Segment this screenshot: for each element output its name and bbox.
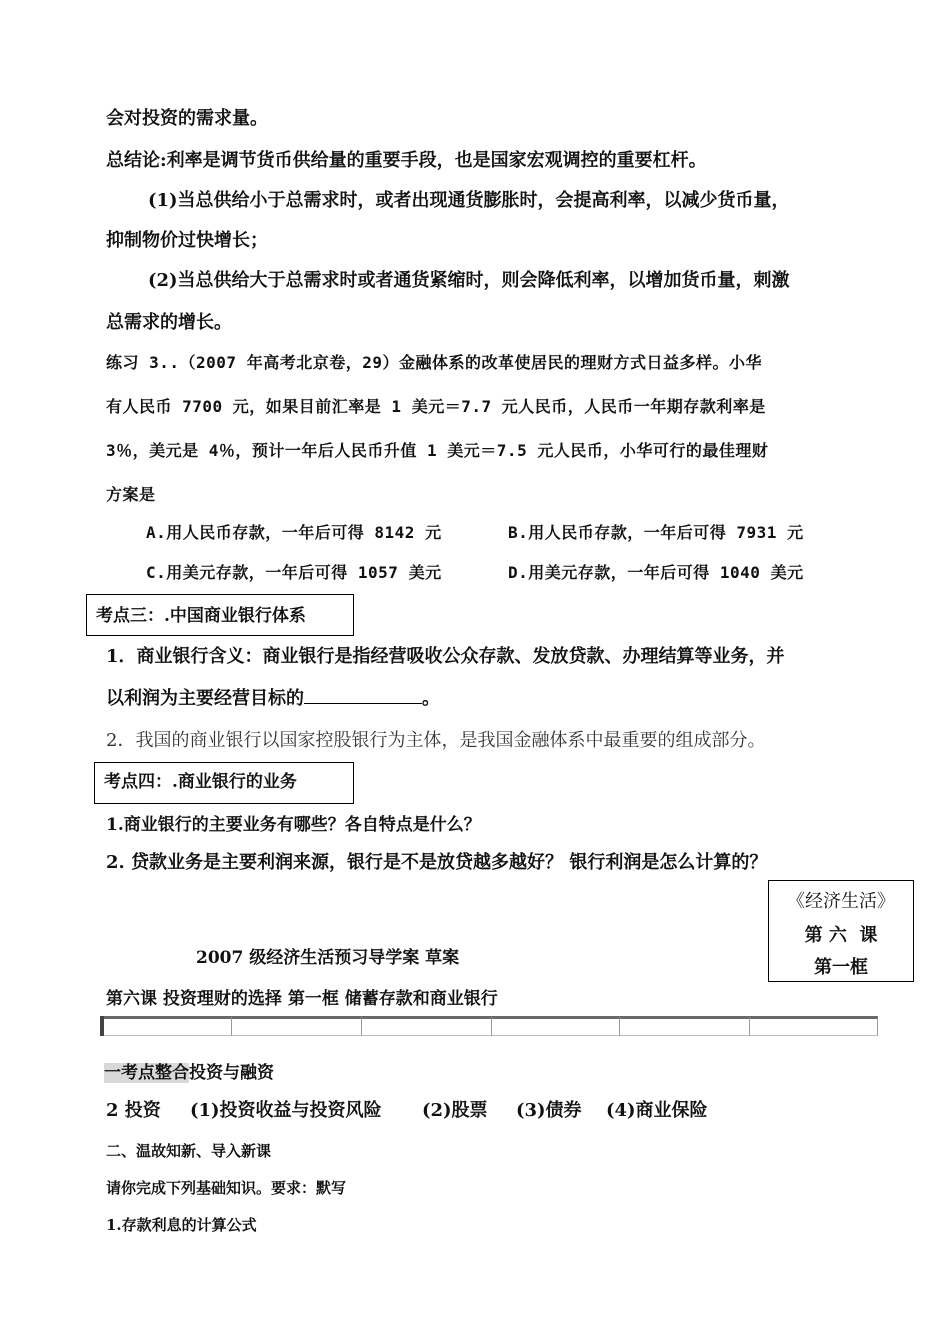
exercise-line: 练习 3..（2007 年高考北京卷，29）金融体系的改革使居民的理财方式日益多样。小华 [106,353,762,372]
option-a: A.用人民币存款，一年后可得 8142 元 [146,523,442,542]
divider-bar [100,1016,878,1036]
divider-cell [620,1016,750,1036]
paragraph-line: 总需求的增长。 [106,312,232,333]
side-box-frame: 第一框 [814,957,868,978]
section-two-heading: 二、温故知新、导入新课 [106,1142,272,1160]
paragraph-line: (2)当总供给大于总需求时或者通货紧缩时，则会降低利率，以增加货币量，刺激 [148,270,790,291]
option-c: C.用美元存款，一年后可得 1057 美元 [146,563,442,582]
topic-item: (2)股票 [422,1100,488,1121]
heading-highlight: 一考点整合 [104,1063,189,1083]
fill-blank[interactable] [304,685,422,704]
divider-cell [750,1016,878,1036]
side-box-lesson: 第 六 课 [804,925,878,946]
instruction-line: 请你完成下列基础知识。要求：默写 [106,1179,347,1197]
divider-cell [362,1016,492,1036]
summary-conclusion: 总结论:利率是调节货币供给量的重要手段，也是国家宏观调控的重要杠杆。 [106,150,707,171]
section-one-heading [104,1058,274,1083]
question-line: 1.商业银行的主要业务有哪些？各自特点是什么？ [106,815,481,835]
definition-line [106,684,440,710]
definition-line: 1．商业银行含义：商业银行是指经营吸收公众存款、发放贷款、办理结算等业务，并 [106,646,785,667]
topic-item: (3)债券 [516,1100,582,1121]
page-title: 2007 级经济生活预习导学案 草案 [196,948,460,968]
question-line: 2. 贷款业务是主要利润来源，银行是不是放贷越多越好？ 银行利润是怎么计算的？ [106,852,768,873]
divider-cell [492,1016,620,1036]
lesson-title: 第六课 投资理财的选择 第一框 储蓄存款和商业银行 [106,989,498,1009]
paragraph-line: (1)当总供给小于总需求时，或者出现通货膨胀时，会提高利率，以减少货币量， [148,190,790,211]
heading-rest: 投资与融资 [189,1063,274,1083]
definition-end: 。 [422,688,440,709]
paragraph-line: 会对投资的需求量。 [106,108,268,129]
formula-item: 1.存款利息的计算公式 [106,1216,257,1234]
section-heading: 考点三：.中国商业银行体系 [96,606,306,626]
divider-cell [232,1016,362,1036]
side-box-book: 《经济生活》 [787,891,895,912]
paragraph-line: 抑制物价过快增长； [106,230,268,251]
section-heading: 考点四：.商业银行的业务 [104,772,297,792]
exercise-line: 方案是 [106,485,156,504]
divider-cell [104,1016,232,1036]
option-d: D.用美元存款，一年后可得 1040 美元 [508,563,804,582]
topic-item: (1)投资收益与投资风险 [190,1100,382,1121]
exercise-line: 有人民币 7700 元，如果目前汇率是 1 美元＝7.7 元人民币，人民币一年期存款利率是 [106,397,766,416]
option-b: B.用人民币存款，一年后可得 7931 元 [508,523,804,542]
topic-item: 2 投资 [106,1100,161,1121]
statement-line: 2．我国的商业银行以国家控股银行为主体，是我国金融体系中最重要的组成部分。 [106,730,766,751]
definition-text: 以利润为主要经营目标的 [106,688,304,709]
topic-item: (4)商业保险 [606,1100,708,1121]
exercise-line: 3％，美元是 4％，预计一年后人民币升值 1 美元＝7.5 元人民币，小华可行的最佳理财 [106,441,769,460]
